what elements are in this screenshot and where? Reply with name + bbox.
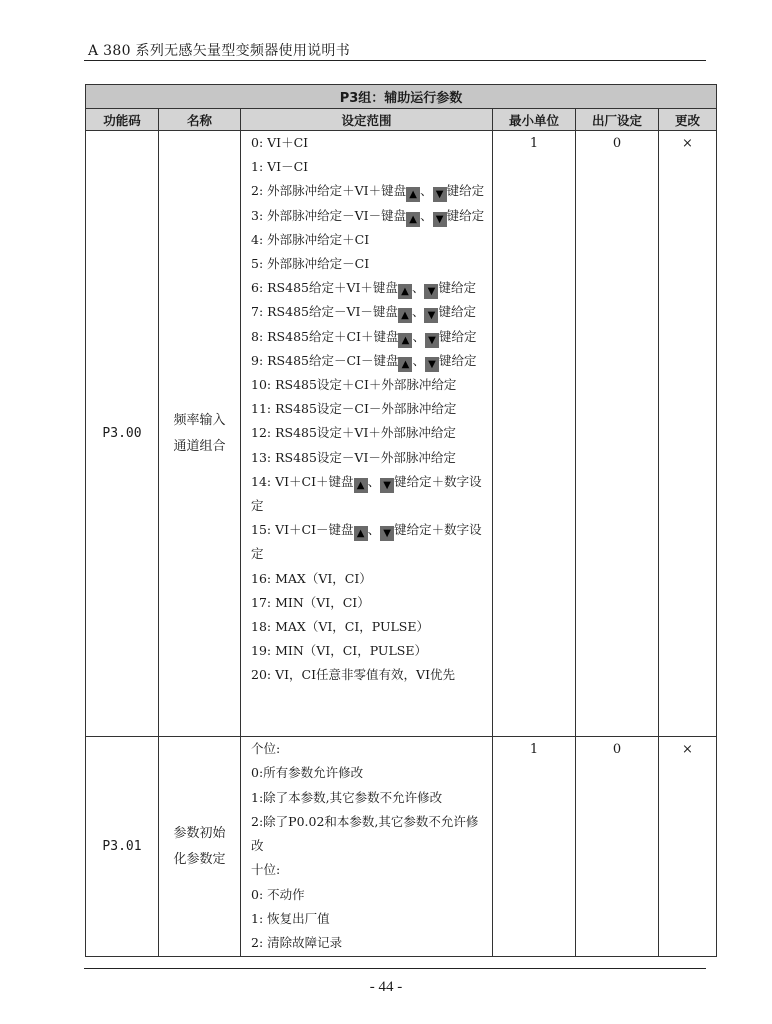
- option-list: [251, 131, 488, 688]
- option-item: [251, 325, 488, 349]
- option-item: [251, 761, 488, 785]
- min-unit: 1: [493, 737, 576, 957]
- down-arrow-key-icon: ▼: [425, 333, 439, 348]
- option-text: 1: VI－CI: [251, 159, 309, 175]
- parameter-name: [159, 131, 241, 737]
- parameter-table: [85, 84, 717, 957]
- down-arrow-key-icon: ▼: [380, 478, 394, 493]
- column-header: 名称: [159, 109, 241, 131]
- option-text: 0:所有参数允许修改: [251, 765, 364, 781]
- option-item: [251, 858, 488, 882]
- up-arrow-key-icon: ▲: [398, 357, 412, 372]
- parameter-name-line: 频率输入: [173, 412, 226, 428]
- column-header-row: [86, 109, 717, 131]
- option-item: [251, 373, 488, 397]
- option-text: 2: 清除故障记录: [251, 935, 343, 951]
- option-text: 10: RS485设定＋CI＋外部脉冲给定: [251, 377, 457, 393]
- option-text: 6: RS485给定＋VI＋键盘: [251, 280, 398, 296]
- option-text: 17: MIN（VI，CI）: [251, 594, 370, 610]
- option-item: [251, 446, 488, 470]
- option-item: [251, 397, 488, 421]
- option-text: 7: RS485给定－VI－键盘: [251, 304, 398, 320]
- parameter-name-line: 化参数定: [173, 851, 226, 867]
- option-text: 键给定＋数字设定: [251, 473, 482, 514]
- option-item: [251, 639, 488, 663]
- option-item: [251, 204, 488, 228]
- option-item: [251, 179, 488, 203]
- option-text: 键给定: [439, 328, 477, 344]
- option-item: [251, 810, 488, 859]
- option-item: [251, 883, 488, 907]
- option-text: 18: MAX（VI，CI，PULSE）: [251, 619, 429, 635]
- footer-rule: [84, 968, 706, 969]
- up-arrow-key-icon: ▲: [398, 333, 412, 348]
- down-arrow-key-icon: ▼: [425, 357, 439, 372]
- setting-range: [241, 131, 493, 737]
- parameter-name-line: 参数初始: [173, 825, 226, 841]
- up-arrow-key-icon: ▲: [406, 187, 420, 202]
- option-text: 、: [411, 304, 425, 320]
- option-text: 11: RS485设定－CI－外部脉冲给定: [251, 401, 457, 417]
- up-arrow-key-icon: ▲: [398, 308, 412, 323]
- header-rule: [84, 60, 706, 61]
- option-text: 9: RS485给定－CI－键盘: [251, 352, 399, 368]
- option-item: [251, 663, 488, 687]
- group-title: P3组：辅助运行参数: [86, 85, 717, 109]
- down-arrow-key-icon: ▼: [380, 526, 394, 541]
- option-text: 、: [367, 473, 381, 489]
- document-header-title: A 380 系列无感矢量型变频器使用说明书: [88, 43, 351, 59]
- page-number: - 44 -: [369, 979, 403, 995]
- option-text: 、: [412, 352, 425, 368]
- option-text: 、: [420, 183, 433, 199]
- up-arrow-key-icon: ▲: [398, 284, 412, 299]
- option-item: [251, 907, 488, 931]
- option-text: 2:除了P0.02和本参数,其它参数不允许修改: [251, 813, 479, 854]
- option-text: 8: RS485给定＋CI＋键盘: [251, 328, 399, 344]
- option-text: 13: RS485设定－VI－外部脉冲给定: [251, 449, 456, 465]
- option-item: [251, 786, 488, 810]
- parameter-name: [159, 737, 241, 957]
- option-text: 个位:: [251, 741, 281, 756]
- option-item: [251, 131, 488, 155]
- option-text: 0: VI＋CI: [251, 135, 309, 150]
- option-item: [251, 518, 488, 566]
- option-text: 14: VI＋CI＋键盘: [251, 473, 354, 489]
- function-code: P3.00: [86, 131, 159, 737]
- down-arrow-key-icon: ▼: [433, 187, 447, 202]
- option-item: [251, 228, 488, 252]
- option-text: 键给定＋数字设定: [251, 522, 482, 562]
- up-arrow-key-icon: ▲: [354, 478, 368, 493]
- factory-default: 0: [576, 131, 659, 737]
- option-text: 1:除了本参数,其它参数不允许修改: [251, 789, 443, 805]
- option-text: 12: RS485设定＋VI＋外部脉冲给定: [251, 425, 456, 441]
- option-item: [251, 300, 488, 324]
- option-item: [251, 470, 488, 518]
- option-text: 、: [420, 207, 433, 223]
- column-header: 更改: [659, 109, 717, 131]
- option-text: 、: [412, 328, 425, 344]
- change-mark: ×: [659, 131, 717, 737]
- option-item: [251, 252, 488, 276]
- option-item: [251, 737, 488, 761]
- down-arrow-key-icon: ▼: [424, 308, 438, 323]
- factory-default: 0: [576, 737, 659, 957]
- option-item: [251, 567, 488, 591]
- option-text: 、: [411, 280, 425, 296]
- option-text: 1: 恢复出厂值: [251, 911, 330, 927]
- option-text: 4: 外部脉冲给定＋CI: [251, 231, 370, 247]
- option-text: 、: [367, 522, 381, 538]
- column-header: 出厂设定: [576, 109, 659, 131]
- option-text: 键给定: [438, 280, 476, 296]
- option-text: 20: VI，CI任意非零值有效，VI优先: [251, 667, 456, 683]
- up-arrow-key-icon: ▲: [354, 526, 368, 541]
- option-text: 键给定: [446, 207, 485, 223]
- option-list: [251, 737, 488, 956]
- setting-range: [241, 737, 493, 957]
- option-item: [251, 276, 488, 300]
- option-text: 0: 不动作: [251, 886, 305, 902]
- option-text: 十位:: [251, 862, 281, 878]
- down-arrow-key-icon: ▼: [424, 284, 438, 299]
- up-arrow-key-icon: ▲: [406, 212, 420, 227]
- option-item: [251, 349, 488, 373]
- option-text: 5: 外部脉冲给定－CI: [251, 256, 370, 272]
- parameter-name-line: 通道组合: [173, 438, 226, 454]
- option-item: [251, 931, 488, 955]
- function-code: P3.01: [86, 737, 159, 957]
- option-item: [251, 421, 488, 445]
- change-mark: ×: [659, 737, 717, 957]
- option-text: 19: MIN（VI，CI，PULSE）: [251, 643, 427, 659]
- min-unit: 1: [493, 131, 576, 737]
- column-header: 设定范围: [241, 109, 493, 131]
- option-text: 3: 外部脉冲给定－VI－键盘: [251, 207, 407, 223]
- option-text: 2: 外部脉冲给定＋VI＋键盘: [251, 183, 407, 199]
- table-row: [86, 131, 717, 737]
- column-header: 最小单位: [493, 109, 576, 131]
- option-text: 键给定: [439, 352, 477, 368]
- option-text: 16: MAX（VI，CI）: [251, 570, 372, 586]
- option-text: 键给定: [438, 304, 476, 320]
- option-text: 15: VI＋CI－键盘: [251, 522, 354, 538]
- option-text: 键给定: [446, 183, 485, 199]
- table-row: [86, 737, 717, 957]
- option-item: [251, 591, 488, 615]
- option-item: [251, 615, 488, 639]
- column-header: 功能码: [86, 109, 159, 131]
- down-arrow-key-icon: ▼: [433, 212, 447, 227]
- option-item: [251, 155, 488, 179]
